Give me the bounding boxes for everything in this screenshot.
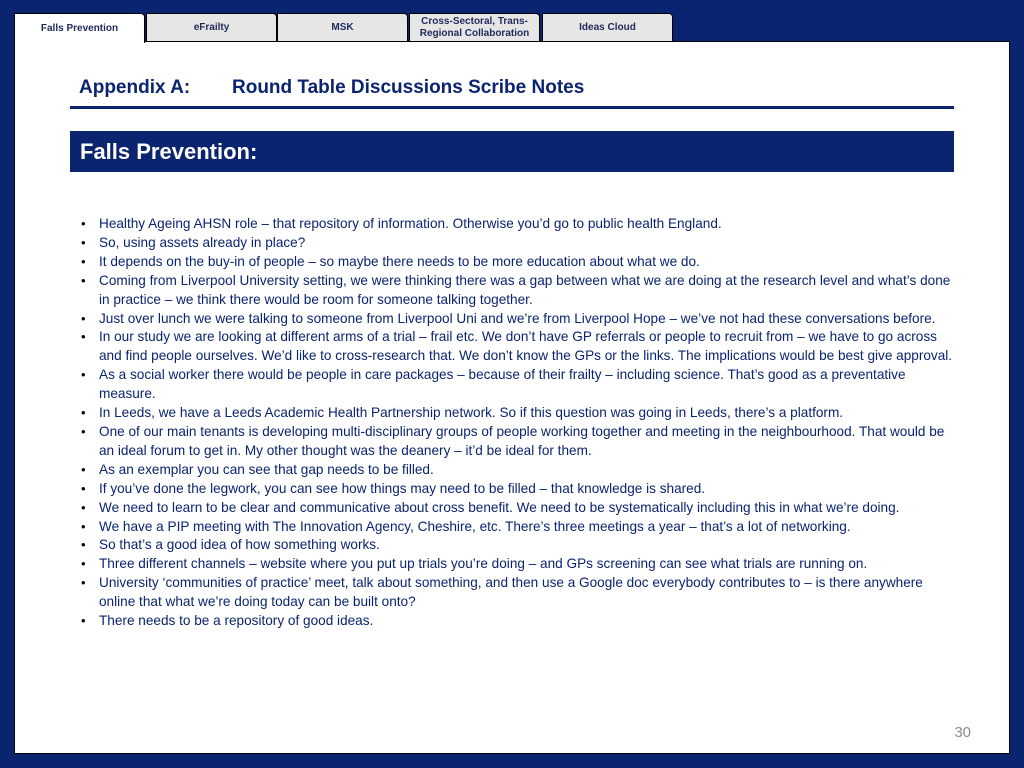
list-item <box>81 612 957 631</box>
list-item <box>81 423 957 461</box>
note-text: It depends on the buy-in of people – so maybe there needs to be more education about what we do. <box>99 253 700 269</box>
tab-label: eFrailty <box>193 21 230 33</box>
note-text: As an exemplar you can see that gap needs to be filled. <box>99 461 434 477</box>
note-text: We have a PIP meeting with The Innovation Agency, Cheshire, etc. There’s three meetings a year – that’s a lot of networking. <box>99 518 851 534</box>
bullet-icon: • <box>81 461 86 477</box>
note-text: As a social worker there would be people in care packages – because of their frailty – including science. That’s good as a preventative measure. <box>99 367 906 402</box>
note-text: In our study we are looking at different arms of a trial – frail etc. We don’t have GP referrals or people to recruit from – we have to go across and find people ourselves. We’d like to cross-research that. We don’t know the GPs or the links. The implications would be best give approval. <box>99 329 953 364</box>
appendix-label: Appendix A: <box>79 77 191 98</box>
list-item <box>81 518 957 537</box>
bullet-icon: • <box>81 310 86 326</box>
note-text: Just over lunch we were talking to someone from Liverpool Uni and we’re from Liverpool Hope – we’ve not had these conversations before. <box>99 310 936 326</box>
tab-efrailty[interactable] <box>146 13 277 41</box>
bullet-icon: • <box>81 556 86 572</box>
bullet-icon: • <box>81 480 86 496</box>
list-item <box>81 404 957 423</box>
tab-label: Falls Prevention <box>40 22 119 34</box>
note-text: University ‘communities of practice’ meet, talk about something, and then use a Google doc everybody contributes to – is there anywhere online that what we’re doing today can be built onto? <box>99 575 923 610</box>
note-text: Coming from Liverpool University setting, we were thinking there was a gap between what we are doing at the research level and what’s done in practice – we think there would be room for someone talking together. <box>99 272 951 307</box>
list-item <box>81 272 957 310</box>
bullet-icon: • <box>81 272 86 288</box>
heading-divider <box>70 106 954 109</box>
list-item <box>81 461 957 480</box>
list-item <box>81 310 957 329</box>
section-banner <box>70 131 954 172</box>
list-item <box>81 328 957 366</box>
tab-label: Ideas Cloud <box>579 21 636 33</box>
bullet-icon: • <box>81 499 86 515</box>
tab-cross-sectoral-collaboration[interactable] <box>409 13 540 41</box>
bullet-icon: • <box>81 216 86 231</box>
tab-msk[interactable] <box>277 13 408 41</box>
list-item <box>81 215 957 234</box>
list-item <box>81 366 957 404</box>
note-text: There needs to be a repository of good ideas. <box>99 613 374 629</box>
note-text: So that’s a good idea of how something works. <box>99 537 380 553</box>
appendix-title: Round Table Discussions Scribe Notes <box>232 77 585 98</box>
bullet-icon: • <box>81 613 86 629</box>
note-text: One of our main tenants is developing multi-disciplinary groups of people working together and meeting in the neighbourhood. That would be an ideal forum to get in. My other thought was the deanery – it’d be ideal for them. <box>99 423 945 458</box>
note-text: So, using assets already in place? <box>99 234 306 250</box>
list-item <box>81 555 957 574</box>
note-text: Three different channels – website where you put up trials you’re doing – and GPs screening can see what trials are running on. <box>99 556 868 572</box>
list-item <box>81 574 957 612</box>
note-text: We need to learn to be clear and communicative about cross benefit. We need to be systematically including this in what we’re doing. <box>99 499 900 515</box>
tab-falls-prevention[interactable] <box>14 13 145 43</box>
list-item <box>81 234 957 253</box>
bullet-icon: • <box>81 253 86 269</box>
note-text: If you’ve done the legwork, you can see how things may need to be filled – that knowledge is shared. <box>99 480 706 496</box>
note-text: Healthy Ageing AHSN role – that repository of information. Otherwise you’d go to public health England. <box>99 216 722 231</box>
page-number: 30 <box>954 724 971 741</box>
bullet-icon: • <box>81 405 86 421</box>
bullet-icon: • <box>81 575 86 591</box>
bullet-icon: • <box>81 423 86 439</box>
list-item <box>81 499 957 518</box>
note-text: In Leeds, we have a Leeds Academic Health Partnership network. So if this question was going in Leeds, there’s a platform. <box>99 405 844 421</box>
bullet-icon: • <box>81 367 86 383</box>
slide-page <box>14 41 1010 754</box>
list-item <box>81 253 957 272</box>
list-item <box>81 480 957 499</box>
bullet-icon: • <box>81 518 86 534</box>
tab-ideas-cloud[interactable] <box>542 13 673 41</box>
list-item <box>81 536 957 555</box>
tab-label: Cross-Sectoral, Trans-Regional Collaboration <box>419 15 530 39</box>
tab-label: MSK <box>331 21 354 33</box>
tab-bar <box>14 13 678 42</box>
bullet-icon: • <box>81 537 86 553</box>
bullet-icon: • <box>81 234 86 250</box>
bullet-icon: • <box>81 329 86 345</box>
section-title: Falls Prevention: <box>80 138 258 164</box>
appendix-heading <box>79 77 584 99</box>
scribe-notes-list <box>81 215 957 631</box>
